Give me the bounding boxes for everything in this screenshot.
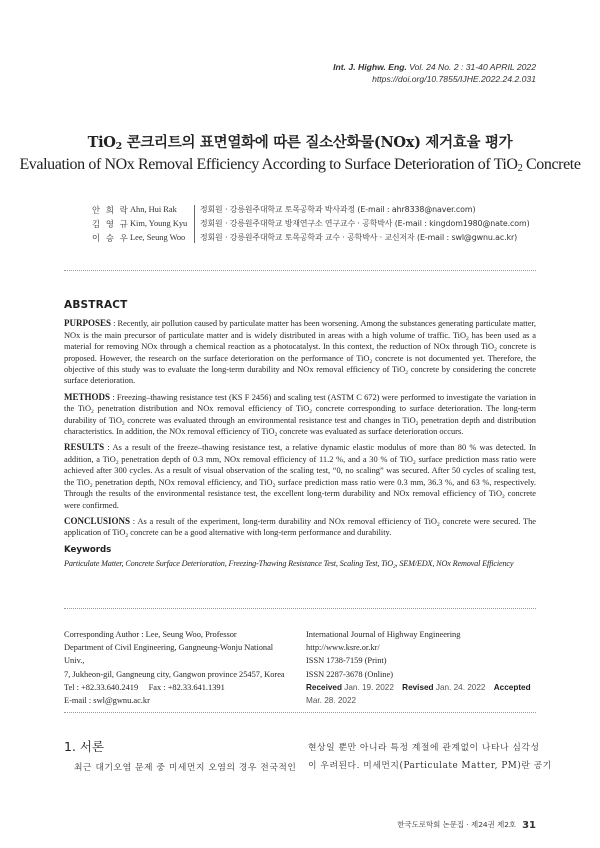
body-text-right: [308, 740, 552, 775]
text-run: : As a result of the experiment, long-term durability and NOx removal efficiency of TiO: [130, 516, 437, 526]
page-footer: [397, 819, 536, 830]
text-run: : Freezing–thawing resistance test (KS F 2456) and scaling test (ASTM C 672) were performed to investigate the variation in the TiO: [64, 392, 536, 414]
text-run: concrete is not documented yet. Therefore, the objective of this study was to evaluate the long-term durability and NOx removal efficiency of TiO: [64, 353, 536, 375]
subscript: 2: [405, 370, 408, 377]
journal-volume: Vol. 24 No. 2 : 31-40 APRIL 2022: [409, 62, 536, 72]
author-name-ko: 이 승 우: [92, 233, 130, 243]
text-run: , SEM/EDX, NOx Removal Efficiency: [395, 559, 514, 569]
text-run: concrete is proposed. However, the research on the surface deterioration on the performance of TiO: [64, 342, 536, 363]
text-run: surface prediction mass ratio were achieved after 300 cycles. As a result of visual observation of the scaling test, “0, no scaling” was secured. After 50 cycles of scaling test, the TiO: [64, 454, 536, 487]
divider-dotted: [64, 712, 536, 713]
subscript: 2: [502, 494, 505, 501]
title-ko-part: 콘크리트의 표면열화에 따른 질소산화물(NOx) 제거효율 평가: [121, 134, 513, 151]
issn-print: ISSN 1738-7159 (Print): [306, 656, 387, 666]
title-ko-part: TiO: [87, 134, 116, 151]
revised-label: Revised: [402, 682, 434, 692]
submission-dates: [306, 681, 546, 707]
text-run: penetration depth, NOx removal efficiency, and TiO: [92, 477, 273, 487]
author-affiliation: 정회원 · 강릉원주대학교 방재연구소 연구교수 · 공학박사 (E-mail : kingdom1980@nate.com): [200, 219, 530, 228]
subscript: 2: [274, 432, 278, 439]
author-name-en: Kim, Young Kyu: [130, 219, 188, 228]
abstract-conclusions: [64, 516, 536, 539]
subscript: 2: [125, 533, 129, 540]
subscript: 2: [436, 521, 440, 528]
conclusions-label: CONCLUSIONS: [64, 515, 131, 526]
journal-doi[interactable]: https://doi.org/10.7855/IJHE.2022.24.2.031: [372, 74, 536, 84]
journal-citation: [333, 61, 536, 73]
keywords-heading: Keywords: [64, 544, 112, 555]
subscript: 2: [415, 420, 419, 427]
journal-header: [333, 61, 536, 85]
department: Department of Civil Engineering, Gangneung-Wonju National Univ.,: [64, 643, 274, 666]
journal-info-block: [306, 628, 546, 707]
methods-label: METHODS: [64, 391, 111, 402]
corresponding-author: Corresponding Author : Lee, Seung Woo, Professor: [64, 630, 237, 639]
text-run: concrete were secured. The application of TiO: [64, 516, 537, 538]
subscript: 2: [494, 347, 497, 354]
text-run: concrete was evaluated as surface deterioration occurs.: [277, 427, 464, 437]
author-name-en: Ahn, Hui Rak: [130, 205, 177, 214]
text-run: concrete were confirmed.: [64, 489, 536, 510]
accepted-label: Accepted: [493, 682, 531, 692]
subscript: 2: [272, 482, 276, 489]
abstract-heading: ABSTRACT: [64, 299, 128, 311]
text-run: penetration distribution and NOx removal efficiency of TiO: [93, 404, 310, 414]
text-run: : Recently, air pollution caused by particulate matter has been worsening. Among the substances generating particulate matter, NOx is the main precursor of particulate matter and is widely distributed in areas with a high volume of traffic. TiO: [64, 319, 536, 340]
subscript: 2: [466, 335, 469, 342]
footer-journal: 한국도로학회 논문집 · 제24권 제2호: [397, 820, 517, 829]
title-en-part: Evaluation of NOx Removal Efficiency According to Surface Deterioration of TiO: [19, 156, 518, 173]
purposes-label: PURPOSES: [64, 318, 112, 329]
text-run: has been used as a material for removing NOx through a chemical reaction as a photocatalyst. In this context, the reduction of NOx through TiO: [64, 330, 536, 352]
subscript: 2: [309, 409, 312, 416]
subscript: 2: [115, 459, 119, 466]
subscript: 2: [412, 459, 416, 466]
divider-dotted: [64, 270, 536, 271]
abstract-purposes: [64, 318, 536, 386]
body-text-left: 최근 대기오염 문제 중 미세먼지 오염의 경우 전국적인: [74, 763, 296, 773]
keywords: [64, 558, 536, 569]
accepted-date: Mar. 28. 2022: [306, 696, 357, 706]
body-line: 이 우려된다. 미세먼지(Particulate Matter, PM)란 공기: [308, 760, 552, 771]
text-run: concrete was evaluated through an environmental resistance test and changes in TiO: [124, 415, 416, 425]
text-run: penetration depth and distribution characteristics. In addition, the NOx removal efficiency of TiO: [64, 415, 536, 437]
corresponding-author-block: [64, 628, 294, 707]
text-run: penetration depth of 0.3 mm, NOx removal efficiency of 11.2 %, and a 30 % of TiO: [118, 454, 413, 464]
journal-url[interactable]: http://www.ksre.or.kr/: [306, 643, 380, 653]
title-korean: [0, 131, 600, 152]
section-heading-introduction: 1. 서론: [64, 739, 105, 754]
subscript: 2: [369, 358, 373, 365]
author-name-ko: 안 희 락: [92, 205, 130, 215]
author-affiliation: 정회원 · 강릉원주대학교 토목공학과 교수 · 공학박사 · 교신저자 (E-mail : swl@gwnu.ac.kr): [200, 233, 518, 242]
author-divider: [194, 205, 195, 243]
received-label: Received: [306, 682, 342, 692]
revised-date: Jan. 24. 2022: [435, 682, 486, 692]
address: 7, Jukheon-gil, Gangneung city, Gangwon province 25457, Korea: [64, 669, 285, 679]
title-ko-subscript: 2: [115, 141, 122, 152]
abstract-results: [64, 442, 536, 510]
issn-online: ISSN 2287-3678 (Online): [306, 669, 394, 679]
abstract-methods: [64, 392, 536, 438]
results-label: RESULTS: [64, 442, 105, 453]
journal-abbrev: Int. J. Highw. Eng.: [333, 62, 407, 72]
author-name-en: Lee, Seung Woo: [130, 233, 186, 242]
body-line: 현상일 뿐만 아니라 특정 계절에 관계없이 나타나 심각성: [308, 743, 540, 753]
title-en-subscript: 2: [517, 163, 523, 174]
text-run: concrete corresponding to surface deterioration. The long-term durability of TiO: [64, 404, 536, 425]
subscript: 2: [91, 409, 94, 416]
author-name-ko: 김 영 규: [92, 219, 130, 229]
subscript: 2: [393, 564, 396, 571]
text-run: : As a result of the freeze–thawing resistance test, a relative dynamic elastic modulus of more than 80 % was detected. In addition, a TiO: [64, 443, 536, 464]
text-run: concrete by considering the concrete surface deterioration.: [64, 365, 537, 386]
phone-fax: Tel : +82.33.640.2419 Fax : +82.33.641.1391: [64, 682, 225, 692]
subscript: 2: [89, 482, 93, 489]
author-affiliation: 정회원 · 강릉원주대학교 토목공학과 박사과정 (E-mail : ahr8338@naver.com): [200, 205, 476, 214]
received-date: Jan. 19. 2022: [344, 682, 394, 692]
corresponding-email[interactable]: E-mail : swl@gwnu.ac.kr: [64, 696, 150, 706]
title-en-part: Concrete: [522, 156, 581, 173]
text-run: concrete can be a good alternative with long-term performance and durability.: [128, 528, 392, 538]
text-run: surface prediction mass ratio were 0.3 mm, 36.3 %, and 63 %, respectively. Through the results of the environmental resistance test, the excellent long-term durability and NOx removal efficiency of TiO: [64, 477, 536, 499]
text-run: Particulate Matter, Concrete Surface Deterioration, Freezing-Thawing Resistance Test, Scaling Test, TiO: [64, 559, 394, 569]
abstract: [64, 300, 536, 570]
journal-name: International Journal of Highway Engineering: [306, 630, 461, 639]
divider-dotted: [64, 608, 536, 609]
title-english: [0, 156, 600, 174]
subscript: 2: [121, 420, 125, 427]
page-number: 31: [522, 820, 536, 831]
